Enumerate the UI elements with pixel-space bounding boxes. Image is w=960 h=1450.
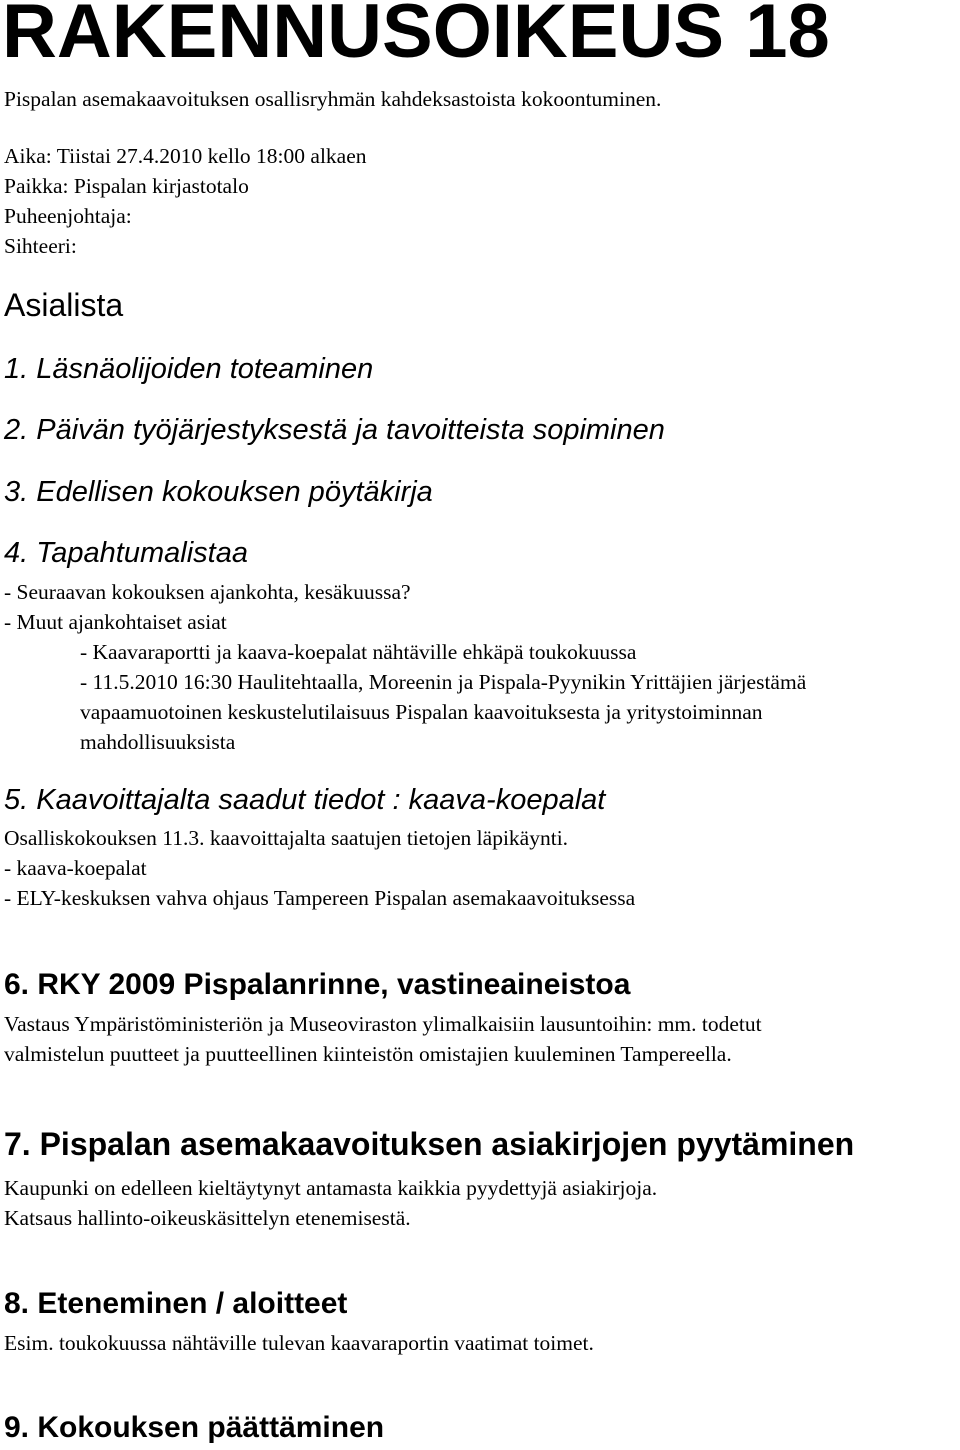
meta-sihteeri: Sihteeri: — [4, 234, 77, 258]
agenda-item-8-body — [4, 1328, 594, 1358]
list-item: - Seuraavan kokouksen ajankohta, kesäkuussa? — [4, 580, 411, 604]
list-item: - 11.5.2010 16:30 Haulitehtaalla, Moreenin ja Pispala-Pyynikin Yrittäjien järjestämä — [80, 670, 807, 694]
list-item: - kaava-koepalat — [4, 856, 147, 880]
list-item: valmistelun puutteet ja puutteellinen kiinteistön omistajien kuuleminen Tampereella. — [4, 1042, 732, 1066]
list-item: - Muut ajankohtaiset asiat — [4, 610, 227, 634]
list-item: - ELY-keskuksen vahva ohjaus Tampereen Pispalan asemakaavoituksessa — [4, 886, 636, 910]
list-item: Esim. toukokuussa nähtäville tulevan kaavaraportin vaatimat toimet. — [4, 1331, 594, 1355]
agenda-item-7-heading: 7. Pispalan asemakaavoituksen asiakirjojen pyytäminen — [4, 1126, 855, 1162]
agenda-item-4-body — [4, 577, 806, 757]
list-item: Vastaus Ympäristöministeriön ja Museoviraston ylimalkaisiin lausuntoihin: mm. todetut — [4, 1012, 762, 1036]
list-item: Katsaus hallinto-oikeuskäsittelyn etenemisestä. — [4, 1206, 411, 1230]
agenda-item-6-body — [4, 1009, 762, 1069]
meeting-meta — [4, 141, 367, 261]
agenda-item-8-heading: 8. Eteneminen / aloitteet — [4, 1287, 348, 1320]
agenda-title: Asialista — [4, 287, 124, 323]
list-item: vapaamuotoinen keskustelutilaisuus Pispalan kaavoituksesta ja yritystoiminnan — [80, 700, 763, 724]
list-item: - Kaavaraportti ja kaava-koepalat nähtäville ehkäpä toukokuussa — [80, 640, 637, 664]
document-title: RAKENNUSOIKEUS 18 — [2, 0, 830, 74]
agenda-item-2-heading: 2. Päivän työjärjestyksestä ja tavoitteista sopiminen — [4, 414, 665, 446]
agenda-item-1-heading: 1. Läsnäolijoiden toteaminen — [4, 353, 374, 385]
meta-aika: Aika: Tiistai 27.4.2010 kello 18:00 alkaen — [4, 144, 367, 168]
agenda-item-4-heading: 4. Tapahtumalistaa — [4, 537, 248, 569]
agenda-item-9-heading: 9. Kokouksen päättäminen — [4, 1411, 385, 1444]
agenda-item-7-body — [4, 1173, 657, 1233]
meeting-subtitle: Pispalan asemakaavoituksen osallisryhmän kahdeksastoista kokoontuminen. — [4, 87, 662, 111]
agenda-item-5-heading: 5. Kaavoittajalta saadut tiedot : kaava-koepalat — [4, 784, 606, 816]
list-item: mahdollisuuksista — [80, 730, 236, 754]
agenda-item-5-body — [4, 823, 635, 913]
agenda-item-6-heading: 6. RKY 2009 Pispalanrinne, vastineaineistoa — [4, 968, 631, 1001]
agenda-item-3-heading: 3. Edellisen kokouksen pöytäkirja — [4, 476, 433, 508]
meta-paikka: Paikka: Pispalan kirjastotalo — [4, 174, 249, 198]
list-item: Kaupunki on edelleen kieltäytynyt antamasta kaikkia pyydettyjä asiakirjoja. — [4, 1176, 658, 1200]
meta-puheenjohtaja: Puheenjohtaja: — [4, 204, 132, 228]
list-item: Osalliskokouksen 11.3. kaavoittajalta saatujen tietojen läpikäynti. — [4, 826, 569, 850]
